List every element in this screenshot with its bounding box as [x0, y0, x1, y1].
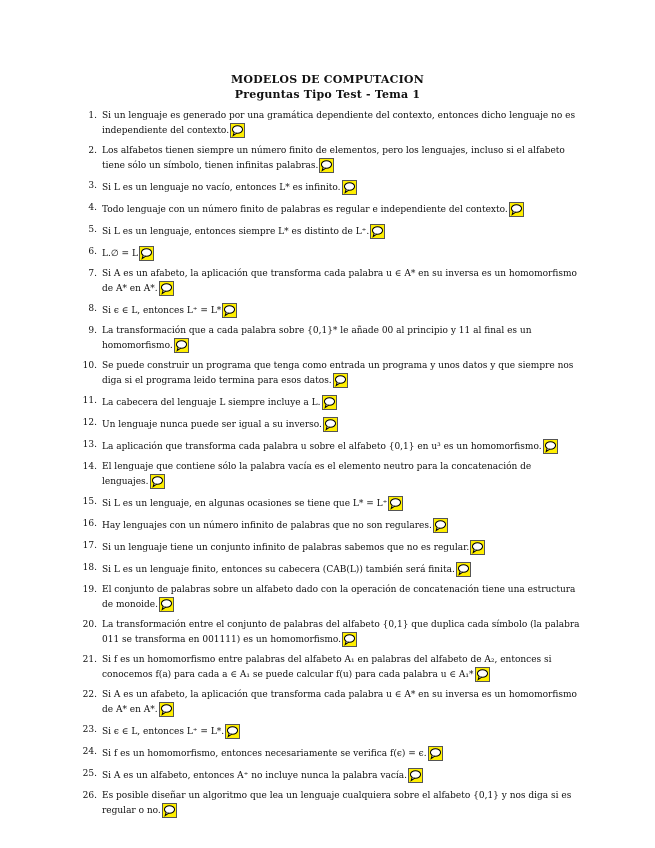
comment-bubble-icon[interactable] [509, 202, 524, 217]
question-item [82, 268, 580, 296]
question-list [82, 110, 580, 825]
comment-bubble-icon[interactable] [333, 373, 348, 388]
comment-bubble-icon[interactable] [319, 158, 334, 173]
question-number: 26. [82, 791, 97, 801]
comment-bubble-icon[interactable] [323, 417, 338, 432]
question-text: Un lenguaje nunca puede ser igual a su inverso. [102, 420, 322, 430]
question-number: 17. [82, 541, 97, 551]
question-number: 4. [88, 203, 97, 213]
comment-bubble-icon[interactable] [470, 540, 485, 555]
question-item [82, 246, 580, 261]
question-item [82, 360, 580, 388]
question-item [82, 619, 580, 647]
comment-bubble-icon[interactable] [159, 281, 174, 296]
question-item [82, 518, 580, 533]
comment-bubble-icon[interactable] [139, 246, 154, 261]
question-text: Es posible diseñar un algoritmo que lea un lenguaje cualquiera sobre el alfabeto {0,1} y nos diga si es regular o no. [102, 791, 572, 816]
question-item [82, 654, 580, 682]
comment-bubble-icon[interactable] [222, 303, 237, 318]
document-subtitle: Preguntas Tipo Test - Tema 1 [234, 88, 421, 101]
question-number: 20. [82, 620, 97, 630]
comment-bubble-icon[interactable] [408, 768, 423, 783]
question-text: Si un lenguaje tiene un conjunto infinito de palabras sabemos que no es regular. [102, 543, 470, 553]
question-number: 11. [82, 396, 97, 406]
question-text: Si A es un afabeto, la aplicación que transforma cada palabra u ∈ A* en su inversa es un homomorfismo de A* en A*. [102, 690, 577, 715]
question-text: El lenguaje que contiene sólo la palabra vacía es el elemento neutro para la concatenación de lenguajes. [102, 462, 532, 487]
comment-bubble-icon[interactable] [388, 496, 403, 511]
question-item [82, 439, 580, 454]
question-text: La transformación entre el conjunto de palabras del alfabeto {0,1} que duplica cada símbolo (la palabra 011 se transforma en 001111) es un homomorfismo. [102, 620, 580, 645]
question-item [82, 224, 580, 239]
question-number: 23. [82, 725, 97, 735]
question-number: 2. [88, 146, 97, 156]
question-text: Si un lenguaje es generado por una gramática dependiente del contexto, entonces dicho lenguaje no es independiente del contexto. [102, 111, 576, 136]
question-number: 15. [82, 497, 97, 507]
question-text: El conjunto de palabras sobre un alfabeto dado con la operación de concatenación tiene una estructura de monoide. [102, 585, 576, 610]
question-item [82, 395, 580, 410]
question-item [82, 110, 580, 138]
question-item [82, 689, 580, 717]
question-text: Si f es un homomorfismo, entonces necesariamente se verifica f(ϵ) = ϵ. [102, 749, 427, 759]
question-number: 16. [82, 519, 97, 529]
question-item [82, 303, 580, 318]
question-number: 12. [82, 418, 97, 428]
question-item [82, 202, 580, 217]
question-text: Todo lenguaje con un número finito de palabras es regular e independiente del contexto. [102, 205, 508, 215]
question-text: Si ϵ ∈ L, entonces L⁺ = L*. [102, 727, 225, 737]
question-text: Los alfabetos tienen siempre un número finito de elementos, pero los lenguajes, incluso si el alfabeto tiene sólo un símbolo, tienen infinitas palabras. [102, 146, 565, 171]
comment-bubble-icon[interactable] [225, 724, 240, 739]
question-text: Si L es un lenguaje no vacío, entonces L* es infinito. [102, 183, 341, 193]
question-text: Si ϵ ∈ L, entonces L⁺ = L* [102, 306, 222, 316]
question-number: 21. [82, 655, 97, 665]
comment-bubble-icon[interactable] [428, 746, 443, 761]
question-item [82, 145, 580, 173]
question-text: Si A es un alfabeto, entonces A⁺ no incluye nunca la palabra vacía. [102, 771, 407, 781]
question-number: 8. [88, 304, 97, 314]
document-title: MODELOS DE COMPUTACION [231, 73, 424, 86]
question-item [82, 461, 580, 489]
question-item [82, 584, 580, 612]
question-number: 10. [82, 361, 97, 371]
comment-bubble-icon[interactable] [150, 474, 165, 489]
question-text: L.∅ = L [102, 249, 138, 259]
question-number: 25. [82, 769, 97, 779]
question-number: 3. [88, 181, 97, 191]
comment-bubble-icon[interactable] [159, 597, 174, 612]
question-item [82, 790, 580, 818]
question-number: 19. [82, 585, 97, 595]
question-item [82, 768, 580, 783]
comment-bubble-icon[interactable] [475, 667, 490, 682]
question-item [82, 562, 580, 577]
question-text: Se puede construir un programa que tenga como entrada un programa y unos datos y que siempre nos diga si el programa leido termina para esos datos. [102, 361, 574, 386]
question-text: La aplicación que transforma cada palabra u sobre el alfabeto {0,1} en u³ es un homomorfismo. [102, 442, 542, 452]
comment-bubble-icon[interactable] [322, 395, 337, 410]
question-text: Si f es un homomorfismo entre palabras del alfabeto A₁ en palabras del alfabeto de A₂, entonces si conocemos f(a) para cada a ∈ A₁ se puede calcular f(u) para cada palabra u ∈ A₁* [102, 655, 552, 680]
question-item [82, 325, 580, 353]
comment-bubble-icon[interactable] [342, 180, 357, 195]
comment-bubble-icon[interactable] [230, 123, 245, 138]
question-item [82, 496, 580, 511]
question-number: 5. [88, 225, 97, 235]
question-number: 1. [88, 111, 97, 121]
comment-bubble-icon[interactable] [342, 632, 357, 647]
comment-bubble-icon[interactable] [543, 439, 558, 454]
question-number: 9. [88, 326, 97, 336]
question-number: 7. [88, 269, 97, 279]
comment-bubble-icon[interactable] [159, 702, 174, 717]
comment-bubble-icon[interactable] [174, 338, 189, 353]
question-text: Si L es un lenguaje, en algunas ocasiones se tiene que L* = L⁺ [102, 499, 388, 509]
question-text: La transformación que a cada palabra sobre {0,1}* le añade 00 al principio y 11 al final es un homomorfismo. [102, 326, 532, 351]
question-text: Si L es un lenguaje, entonces siempre L* es distinto de L⁺. [102, 227, 370, 237]
question-item [82, 540, 580, 555]
question-text: Si L es un lenguaje finito, entonces su cabecera (CAB(L)) también será finita. [102, 565, 455, 575]
question-item [82, 180, 580, 195]
comment-bubble-icon[interactable] [433, 518, 448, 533]
question-item [82, 746, 580, 761]
comment-bubble-icon[interactable] [162, 803, 177, 818]
question-number: 14. [82, 462, 97, 472]
question-text: Si A es un afabeto, la aplicación que transforma cada palabra u ∈ A* en su inversa es un homomorfismo de A* en A*. [102, 269, 577, 294]
question-number: 18. [82, 563, 97, 573]
question-text: Hay lenguajes con un número infinito de palabras que no son regulares. [102, 521, 432, 531]
question-number: 24. [82, 747, 97, 757]
question-item [82, 417, 580, 432]
question-number: 13. [82, 440, 97, 450]
question-text: La cabecera del lenguaje L siempre incluye a L. [102, 398, 321, 408]
question-number: 6. [88, 247, 97, 257]
question-number: 22. [82, 690, 97, 700]
question-item [82, 724, 580, 739]
comment-bubble-icon[interactable] [370, 224, 385, 239]
comment-bubble-icon[interactable] [456, 562, 471, 577]
